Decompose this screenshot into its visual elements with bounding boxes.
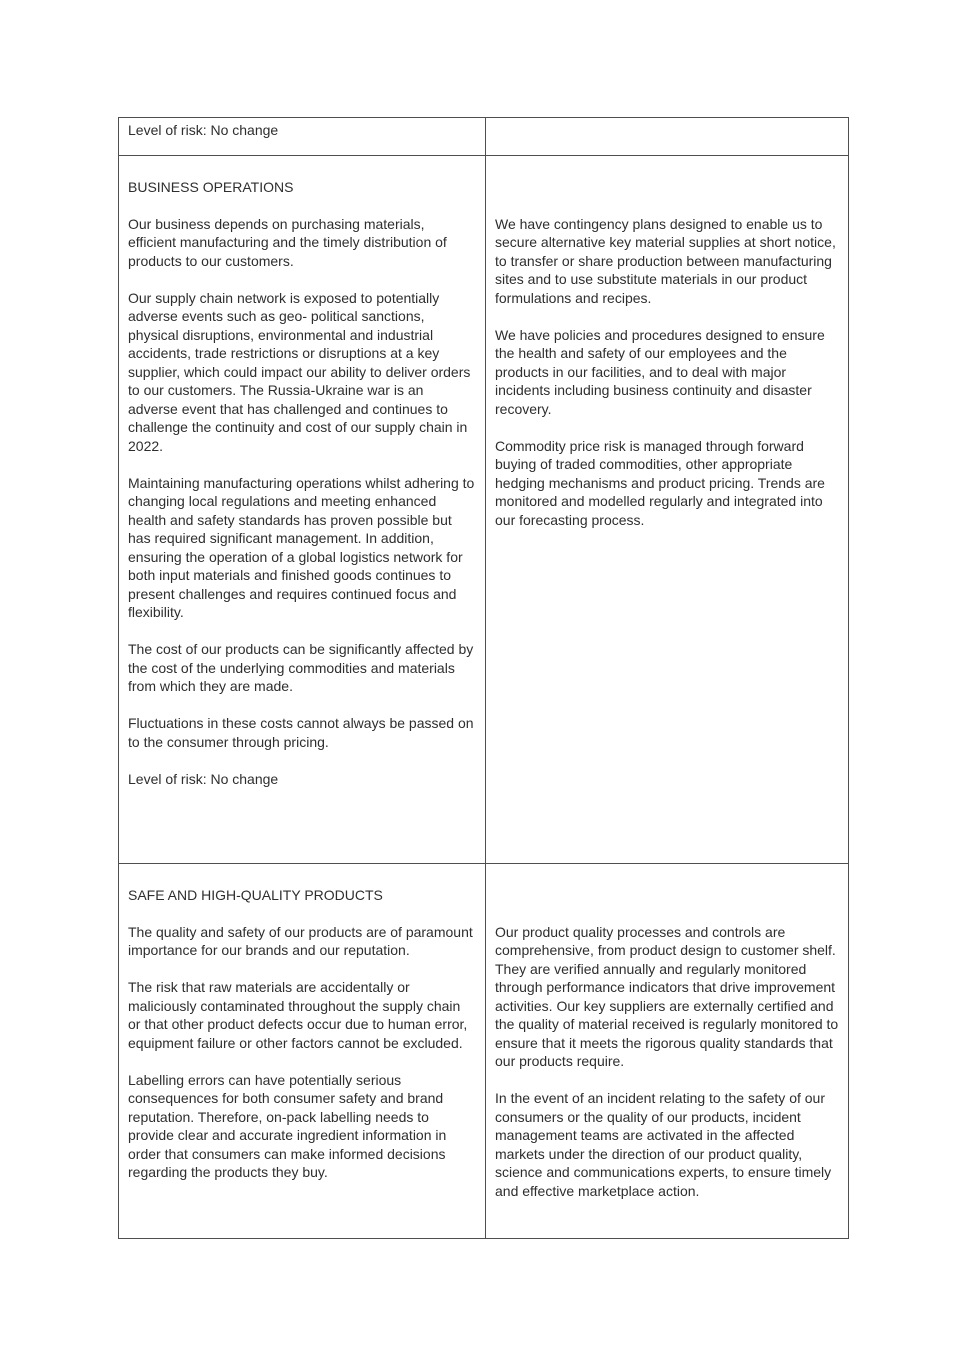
mitigation-paragraph: Our product quality processes and controls are comprehensive, from product design to customer shelf. They are verified annually and regularly monitored through performance indicators that drive improvement activities. Our key suppliers are externally certified and the quality of material received is regularly monitored to ensure that it meets the rigorous quality standards that our products require.	[495, 923, 839, 1069]
risk-paragraph: The quality and safety of our products are of paramount importance for our brands and our reputation.	[128, 923, 473, 958]
safe-products-row	[119, 864, 849, 1239]
mitigation-paragraph: Commodity price risk is managed through forward buying of traded commodities, other appropriate hedging mechanisms and product pricing. Trends are monitored and modelled regularly and integrated into our forecasting process.	[495, 437, 825, 528]
business-operations-heading: BUSINESS OPERATIONS	[128, 178, 294, 195]
business-operations-risk-cell	[119, 156, 486, 864]
safe-products-risk-cell	[119, 864, 486, 1239]
mitigation-paragraph: We have contingency plans designed to enable us to secure alternative key material supplies at short notice, to transfer or share production between manufacturing sites and to use substitute materials in our product formulations and recipes.	[495, 215, 836, 306]
risk-paragraph: Maintaining manufacturing operations whilst adhering to changing local regulations and meeting enhanced health and safety standards has proven possible but has required significant management. In addition, ensuring the operation of a global logistics network for both input materials and finished goods continues to present challenges and requires continued focus and flexibility.	[128, 474, 475, 620]
level-of-risk-cell	[119, 118, 486, 156]
level-of-risk-text: Level of risk: No change	[128, 770, 279, 787]
risk-paragraph: The cost of our products can be significantly affected by the cost of the underlying commodities and materials from which they are made.	[128, 641, 474, 694]
mitigation-paragraph: We have policies and procedures designed to ensure the health and safety of our employees and the products in our facilities, and to deal with major incidents including business continuity and disaster recovery.	[495, 326, 825, 417]
empty-cell	[486, 118, 849, 156]
risk-paragraph: The risk that raw materials are accidentally or maliciously contaminated throughout the supply chain or that other product defects occur due to human error, equipment failure or other factors cannot be excluded.	[128, 979, 468, 1051]
level-of-risk-text: Level of risk: No change	[128, 122, 279, 138]
safe-products-heading: SAFE AND HIGH-QUALITY PRODUCTS	[128, 886, 383, 903]
mitigation-paragraph: In the event of an incident relating to the safety of our consumers or the quality of our products, incident management teams are activated in the affected markets under the direction of our product quality, science and communications experts, to ensure timely and effective marketplace action.	[495, 1090, 832, 1199]
business-operations-mitigation-cell	[486, 156, 849, 864]
risk-paragraph: Labelling errors can have potentially serious consequences for both consumer safety and brand reputation. Therefore, on-pack labelling needs to provide clear and accurate ingredient information in order that consumers can make informed decisions regarding the products they buy.	[128, 1071, 447, 1180]
risk-paragraph: Our supply chain network is exposed to potentially adverse events such as geo- political sanctions, physical disruptions, environmental and industrial accidents, trade restrictions or disruptions at a key supplier, which could impact our ability to deliver orders to our customers. The Russia-Ukraine war is an adverse event that has challenged and continues to challenge the continuity and cost of our supply chain in 2022.	[128, 289, 471, 454]
risk-paragraph: Our business depends on purchasing materials, efficient manufacturing and the timely distribution of products to our customers.	[128, 215, 447, 269]
risk-paragraph: Fluctuations in these costs cannot always be passed on to the consumer through pricing.	[128, 715, 474, 750]
safe-products-mitigation-cell	[486, 864, 849, 1239]
level-of-risk-row	[119, 118, 849, 156]
business-operations-row	[119, 156, 849, 864]
risk-table	[118, 117, 849, 1239]
